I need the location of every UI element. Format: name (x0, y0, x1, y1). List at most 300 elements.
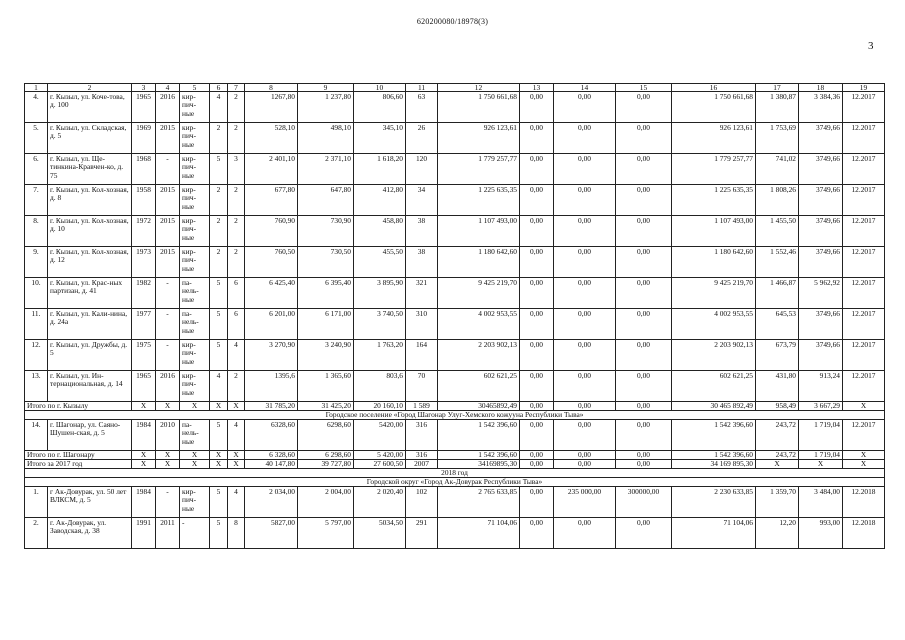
table-cell: 1972 (132, 216, 156, 247)
table-cell: 30465892,49 (438, 402, 520, 411)
column-number: 14 (554, 84, 616, 92)
table-cell: 2 (228, 185, 245, 216)
table-cell: 0,00 (616, 371, 672, 402)
table-cell: 235 000,00 (554, 487, 616, 518)
table-cell: 1 753,69 (756, 123, 799, 154)
table-cell: 12. (25, 340, 48, 371)
table-cell: 3749,66 (799, 185, 843, 216)
table-cell: 0,00 (520, 451, 554, 460)
table-cell: 12.2017 (843, 278, 885, 309)
column-number: 16 (672, 84, 756, 92)
table-cell: 3 240,90 (298, 340, 354, 371)
table-row (25, 518, 885, 549)
table-cell: 321 (406, 278, 438, 309)
table-cell: 2016 (156, 92, 180, 123)
table-cell: 31 425,20 (298, 402, 354, 411)
column-number: 17 (756, 84, 799, 92)
table-cell: 2 034,00 (245, 487, 298, 518)
table-cell: 498,10 (298, 123, 354, 154)
table-cell: 0,00 (616, 420, 672, 451)
table-cell: 5 (210, 309, 228, 340)
table-cell: 0,00 (554, 123, 616, 154)
table-cell: 7. (25, 185, 48, 216)
section-heading-row (25, 469, 885, 478)
table-cell: 2 765 633,85 (438, 487, 520, 518)
table-cell: 316 (406, 420, 438, 451)
table-cell: г. Кызыл, ул. Дружбы, д. 5 (48, 340, 132, 371)
table-cell: 12.2017 (843, 247, 885, 278)
table-cell: 1982 (132, 278, 156, 309)
table-cell: 0,00 (554, 154, 616, 185)
table-cell: 1 107 493,00 (438, 216, 520, 247)
table-cell: 1984 (132, 420, 156, 451)
table-cell: кир-пич-ные (180, 371, 210, 402)
table-cell: кир-пич-ные (180, 185, 210, 216)
table-cell: 0,00 (520, 420, 554, 451)
table-cell: 1 542 396,60 (438, 420, 520, 451)
table-cell: 602 621,25 (438, 371, 520, 402)
column-number: 7 (228, 84, 245, 92)
table-cell: 2010 (156, 420, 180, 451)
table-cell: 2 (228, 371, 245, 402)
table-cell: Х (132, 451, 156, 460)
table-row (25, 487, 885, 518)
table-cell: 1 779 257,77 (672, 154, 756, 185)
table-cell: 12.2017 (843, 123, 885, 154)
table-cell: Х (180, 402, 210, 411)
table-cell: г. Кызыл, ул. Крас-ных партизан, д. 41 (48, 278, 132, 309)
table-cell: 730,50 (298, 247, 354, 278)
table-cell: 1 542 396,60 (672, 420, 756, 451)
table-cell: 1 589 (406, 402, 438, 411)
table-cell: 3 484,00 (799, 487, 843, 518)
column-number: 6 (210, 84, 228, 92)
table-cell: 0,00 (554, 309, 616, 340)
table-cell: 0,00 (520, 154, 554, 185)
table-cell: 0,00 (616, 309, 672, 340)
table-cell: 2 230 633,85 (672, 487, 756, 518)
table-cell: 5 (210, 340, 228, 371)
table-cell: 1 719,04 (799, 420, 843, 451)
table-cell: 730,90 (298, 216, 354, 247)
table-cell: г. Кызыл, ул. Кол-хозная, д. 8 (48, 185, 132, 216)
table-cell: 6298,60 (298, 420, 354, 451)
table-cell: 0,00 (616, 340, 672, 371)
table-cell: 0,00 (520, 371, 554, 402)
column-number: 19 (843, 84, 885, 92)
table-cell: 0,00 (520, 487, 554, 518)
table-cell: 39 727,80 (298, 460, 354, 469)
table-cell: Х (156, 402, 180, 411)
table-cell: Х (799, 460, 843, 469)
table-cell: 0,00 (616, 92, 672, 123)
table-cell: 1 750 661,68 (438, 92, 520, 123)
column-number: 4 (156, 84, 180, 92)
table-cell: 71 104,06 (438, 518, 520, 549)
table-cell: 3 895,90 (354, 278, 406, 309)
table-cell: 3 270,90 (245, 340, 298, 371)
table-cell: 6 298,60 (298, 451, 354, 460)
table-cell: г. Шагонар, ул. Саяно-Шушен-ская, д. 5 (48, 420, 132, 451)
table-cell: 2 371,10 (298, 154, 354, 185)
table-cell: 0,00 (520, 92, 554, 123)
table-cell: 9. (25, 247, 48, 278)
table-row (25, 123, 885, 154)
table-cell: 3749,66 (799, 216, 843, 247)
table-cell: 1 618,20 (354, 154, 406, 185)
table-cell: 4 002 953,55 (438, 309, 520, 340)
table-cell: 677,80 (245, 185, 298, 216)
column-number: 12 (438, 84, 520, 92)
table-cell: 3 (228, 154, 245, 185)
table-cell: 120 (406, 154, 438, 185)
table-cell: - (180, 518, 210, 549)
table-cell: г. Кызыл, ул. Ин-тернациональная, д. 14 (48, 371, 132, 402)
table-cell: 1 365,60 (298, 371, 354, 402)
table-cell: 0,00 (554, 420, 616, 451)
table-cell: 5 (210, 278, 228, 309)
table-cell: 345,10 (354, 123, 406, 154)
table-cell: 4 (210, 371, 228, 402)
table-cell: 63 (406, 92, 438, 123)
table-cell: кир-пич-ные (180, 487, 210, 518)
table-cell: 412,80 (354, 185, 406, 216)
table-cell: 1267,80 (245, 92, 298, 123)
table-row (25, 247, 885, 278)
table-cell: 27 600,50 (354, 460, 406, 469)
table-cell: 2015 (156, 216, 180, 247)
table-cell: 5827,00 (245, 518, 298, 549)
table-cell: 458,80 (354, 216, 406, 247)
table-cell: 3749,66 (799, 309, 843, 340)
table-cell: 0,00 (616, 518, 672, 549)
table-cell: 1 225 635,35 (438, 185, 520, 216)
table-cell: 12.2018 (843, 518, 885, 549)
table-cell: 0,00 (616, 278, 672, 309)
table-cell: 6328,60 (245, 420, 298, 451)
column-number-row (25, 84, 885, 92)
table-cell: 0,00 (554, 460, 616, 469)
table-cell: 3749,66 (799, 123, 843, 154)
table-cell: 431,80 (756, 371, 799, 402)
total-label: Итого за 2017 год (25, 460, 132, 469)
table-cell: 9 425 219,70 (438, 278, 520, 309)
table-cell: 0,00 (520, 216, 554, 247)
table-cell: Х (843, 460, 885, 469)
table-cell: 6. (25, 154, 48, 185)
table-cell: 455,50 (354, 247, 406, 278)
table-cell: 5 (210, 487, 228, 518)
table-cell: 6 328,60 (245, 451, 298, 460)
table-cell: 11. (25, 309, 48, 340)
table-cell: 1 466,87 (756, 278, 799, 309)
table-cell: г. Ак-Довурак, ул. Заводская, д. 38 (48, 518, 132, 549)
table-cell: Х (156, 460, 180, 469)
table-cell: 2 004,00 (298, 487, 354, 518)
table-cell: 0,00 (520, 518, 554, 549)
table-cell: 5034,50 (354, 518, 406, 549)
table-cell: 13. (25, 371, 48, 402)
table-cell: 1 380,87 (756, 92, 799, 123)
table-cell: 70 (406, 371, 438, 402)
table-cell: 0,00 (520, 340, 554, 371)
table-row (25, 92, 885, 123)
table-cell: 12.2017 (843, 340, 885, 371)
table-cell: 2015 (156, 247, 180, 278)
table-cell: кир-пич-ные (180, 123, 210, 154)
table-cell: Х (210, 460, 228, 469)
housing-register-table (24, 83, 885, 549)
table-cell: г. Кызыл, ул. Коче-това, д. 100 (48, 92, 132, 123)
table-cell: 3749,66 (799, 340, 843, 371)
table-cell: 1 107 493,00 (672, 216, 756, 247)
table-cell: 40 147,80 (245, 460, 298, 469)
table-row (25, 340, 885, 371)
table-cell: 102 (406, 487, 438, 518)
table-cell: Х (132, 402, 156, 411)
table-cell: Х (843, 402, 885, 411)
table-row (25, 278, 885, 309)
table-cell: 645,53 (756, 309, 799, 340)
table-cell: 0,00 (616, 451, 672, 460)
table-cell: 741,02 (756, 154, 799, 185)
table-row (25, 154, 885, 185)
section-heading: 2018 год (25, 469, 885, 478)
table-cell: Х (210, 451, 228, 460)
table-cell: 1 552,46 (756, 247, 799, 278)
table-cell: 31 785,20 (245, 402, 298, 411)
table-cell: г. Кызыл, ул. Кол-хозная, д. 12 (48, 247, 132, 278)
table-cell: кир-пич-ные (180, 92, 210, 123)
table-cell: 3 667,29 (799, 402, 843, 411)
column-number: 18 (799, 84, 843, 92)
table-cell: 34 169 895,30 (672, 460, 756, 469)
table-cell: 0,00 (520, 278, 554, 309)
table-cell: 1 542 396,60 (438, 451, 520, 460)
table-cell: 12.2017 (843, 154, 885, 185)
column-number: 3 (132, 84, 156, 92)
table-cell: 3749,66 (799, 247, 843, 278)
table-cell: 2 (228, 123, 245, 154)
column-number: 1 (25, 84, 48, 92)
table-cell: 1973 (132, 247, 156, 278)
table-cell: 9 425 219,70 (672, 278, 756, 309)
table-cell: 528,10 (245, 123, 298, 154)
table-cell: 38 (406, 216, 438, 247)
column-number: 15 (616, 84, 672, 92)
table-cell: 673,79 (756, 340, 799, 371)
table-cell: 0,00 (616, 402, 672, 411)
table-cell: 164 (406, 340, 438, 371)
table-cell: 2015 (156, 185, 180, 216)
table-cell: 0,00 (520, 185, 554, 216)
table-cell: кир-пич-ные (180, 216, 210, 247)
table-cell: 0,00 (554, 92, 616, 123)
table-cell: 0,00 (616, 216, 672, 247)
table-cell: Х (756, 460, 799, 469)
table-cell: 1 455,50 (756, 216, 799, 247)
table-cell: 1. (25, 487, 48, 518)
table-cell: 6 (228, 278, 245, 309)
table-cell: 1 542 396,60 (672, 451, 756, 460)
table-cell: 993,00 (799, 518, 843, 549)
table-cell: 12.2017 (843, 92, 885, 123)
table-row (25, 185, 885, 216)
table-cell: 2 (228, 92, 245, 123)
table-cell: 0,00 (616, 123, 672, 154)
table-cell: Х (180, 451, 210, 460)
column-number: 11 (406, 84, 438, 92)
table-cell: Х (210, 402, 228, 411)
column-number: 8 (245, 84, 298, 92)
table-cell: 316 (406, 451, 438, 460)
table-cell: 2 (228, 216, 245, 247)
table-cell: г Ак-Довурак, ул. 50 лет ВЛКСМ, д. 5 (48, 487, 132, 518)
table-cell: 4 (210, 92, 228, 123)
table-cell: Х (156, 451, 180, 460)
table-cell: 0,00 (554, 371, 616, 402)
table-cell: 760,50 (245, 247, 298, 278)
table-cell: Х (228, 460, 245, 469)
table-cell: 12.2017 (843, 185, 885, 216)
table-cell: 5 797,00 (298, 518, 354, 549)
table-cell: 6 (228, 309, 245, 340)
table-cell: 2016 (156, 371, 180, 402)
table-cell: 12.2018 (843, 487, 885, 518)
table-cell: 926 123,61 (672, 123, 756, 154)
table-cell: г. Кызыл, ул. Кол-хозная, д. 10 (48, 216, 132, 247)
column-number: 13 (520, 84, 554, 92)
table-cell: 602 621,25 (672, 371, 756, 402)
table-cell: 1 180 642,60 (672, 247, 756, 278)
table-cell: - (156, 309, 180, 340)
table-cell: 1 779 257,77 (438, 154, 520, 185)
table-cell: 913,24 (799, 371, 843, 402)
table-cell: 1 359,70 (756, 487, 799, 518)
table-cell: 806,60 (354, 92, 406, 123)
table-cell: 1 237,80 (298, 92, 354, 123)
table-cell: 5420,00 (354, 420, 406, 451)
table-cell: 4 002 953,55 (672, 309, 756, 340)
table-cell: 14. (25, 420, 48, 451)
table-cell: 1 763,20 (354, 340, 406, 371)
table-row (25, 371, 885, 402)
table-cell: кир-пич-ные (180, 247, 210, 278)
table-cell: 1 225 635,35 (672, 185, 756, 216)
table-cell: 1965 (132, 371, 156, 402)
table-cell: 647,80 (298, 185, 354, 216)
table-row (25, 420, 885, 451)
table-cell: 5 (210, 154, 228, 185)
table-cell: 12.2017 (843, 371, 885, 402)
table-cell: 12.2017 (843, 216, 885, 247)
table-cell: 71 104,06 (672, 518, 756, 549)
total-row (25, 451, 885, 460)
table-cell: 1984 (132, 487, 156, 518)
table-cell: Х (180, 460, 210, 469)
table-cell: 2 203 902,13 (438, 340, 520, 371)
table-cell: 2 (210, 216, 228, 247)
table-cell: 5 420,00 (354, 451, 406, 460)
table-cell: 34169895,30 (438, 460, 520, 469)
table-cell: 1975 (132, 340, 156, 371)
table-cell: г. Кызыл, ул. Складская, д. 5 (48, 123, 132, 154)
table-cell: 5 (210, 420, 228, 451)
table-cell: па-нель-ные (180, 309, 210, 340)
table-cell: 5 (210, 518, 228, 549)
page-number: 3 (868, 40, 874, 52)
table-cell: 958,49 (756, 402, 799, 411)
section-heading: Городской округ «Город Ак-Довурак Республики Тыва» (25, 478, 885, 487)
table-cell: па-нель-ные (180, 420, 210, 451)
table-cell: 243,72 (756, 451, 799, 460)
table-cell: г. Кызыл, ул. Ще-тинкина-Кравчен-ко, д. 75 (48, 154, 132, 185)
table-cell: 5 962,92 (799, 278, 843, 309)
table-cell: - (156, 487, 180, 518)
table-cell: 1 180 642,60 (438, 247, 520, 278)
table-cell: 2 (228, 247, 245, 278)
table-cell: 0,00 (616, 154, 672, 185)
table-cell: 2011 (156, 518, 180, 549)
table-cell: 0,00 (616, 185, 672, 216)
table-cell: 12.2017 (843, 420, 885, 451)
total-label: Итого по г. Шагонару (25, 451, 132, 460)
column-number: 5 (180, 84, 210, 92)
section-heading-row (25, 411, 885, 420)
table-cell: 2015 (156, 123, 180, 154)
table-cell: 30 465 892,49 (672, 402, 756, 411)
table-cell: 6 171,00 (298, 309, 354, 340)
table-cell: 0,00 (554, 340, 616, 371)
table-cell: 2007 (406, 460, 438, 469)
table-cell: 310 (406, 309, 438, 340)
table-cell: па-нель-ные (180, 278, 210, 309)
table-cell: 2 (210, 247, 228, 278)
table-cell: 1 750 661,68 (672, 92, 756, 123)
table-cell: 0,00 (554, 247, 616, 278)
section-heading-row (25, 478, 885, 487)
table-cell: 8 (228, 518, 245, 549)
table-cell: 4. (25, 92, 48, 123)
table-cell: 3 740,50 (354, 309, 406, 340)
table-cell: 2 (210, 185, 228, 216)
table-cell: 0,00 (616, 247, 672, 278)
table-cell: 34 (406, 185, 438, 216)
table-cell: 2 (210, 123, 228, 154)
table-cell: г. Кызыл, ул. Кали-нина, д. 24а (48, 309, 132, 340)
table-cell: Х (228, 402, 245, 411)
table-cell: 26 (406, 123, 438, 154)
column-number: 2 (48, 84, 132, 92)
document-id: 620200080/18978(3) (416, 17, 489, 26)
table-cell: 5. (25, 123, 48, 154)
table-cell: 1991 (132, 518, 156, 549)
table-cell: 2. (25, 518, 48, 549)
table-cell: 8. (25, 216, 48, 247)
table-cell: 291 (406, 518, 438, 549)
table-cell: 1968 (132, 154, 156, 185)
table-cell: 4 (228, 340, 245, 371)
table-cell: 1 719,04 (799, 451, 843, 460)
column-number: 9 (298, 84, 354, 92)
table-cell: - (156, 154, 180, 185)
table-cell: 38 (406, 247, 438, 278)
column-number: 10 (354, 84, 406, 92)
table-cell: 4 (228, 487, 245, 518)
total-row (25, 460, 885, 469)
table-cell: 4 (228, 420, 245, 451)
table-cell: 0,00 (554, 278, 616, 309)
